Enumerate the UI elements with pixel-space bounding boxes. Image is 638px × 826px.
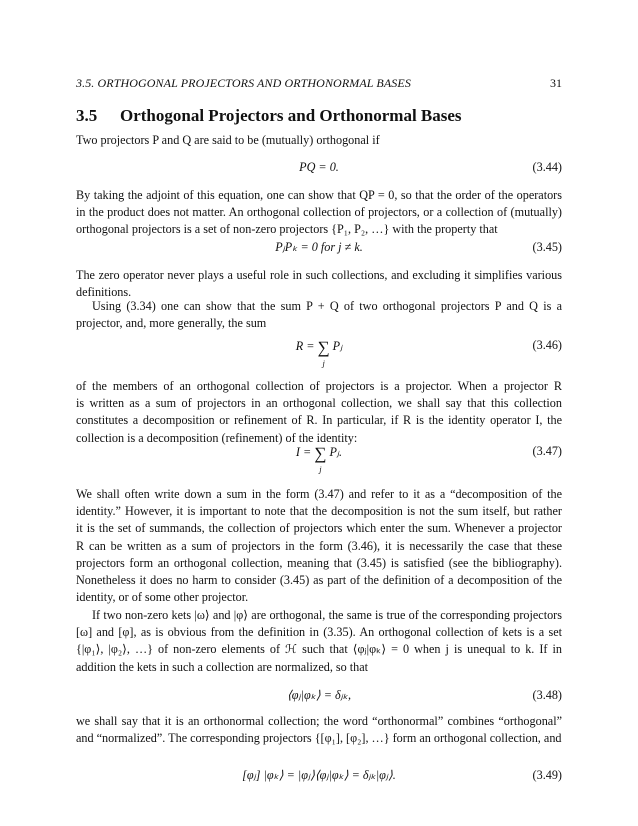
text-line: The zero operator never plays a useful role in such collections, and excluding it simplifies various bbox=[76, 268, 562, 282]
text-line: constitutes a decomposition or refinement of R. In particular, if R is the identity operator I, the bbox=[76, 413, 562, 428]
summation-sign: ∑ j bbox=[317, 338, 330, 368]
equation-3-45 bbox=[76, 240, 562, 260]
text-line: By taking the adjoint of this equation, one can show that QP = 0, so that the order of the operators bbox=[76, 188, 562, 202]
page-number: 31 bbox=[550, 76, 562, 90]
equation-body: [φⱼ] |φₖ⟩ = |φⱼ⟩⟨φⱼ|φₖ⟩ = δⱼₖ|φⱼ⟩. bbox=[242, 768, 396, 782]
text-line: we shall say that it is an orthonormal collection; the word “orthonormal” combines “orthogonal” bbox=[76, 714, 562, 728]
text-line: R can be written as a sum of projectors in the form (3.46), it is necessarily the case that these bbox=[76, 538, 562, 553]
paragraph-8 bbox=[76, 713, 562, 747]
text-line: of the members of an orthogonal collection of projectors is a projector. When a projector R bbox=[76, 379, 562, 393]
equation-body: ⟨φⱼ|φₖ⟩ = δⱼₖ, bbox=[286, 688, 351, 702]
paragraph-1 bbox=[76, 132, 562, 149]
running-header bbox=[76, 76, 562, 92]
equation-rhs: Pⱼ bbox=[332, 339, 343, 353]
text-line: projectors form an orthogonal collection, meaning that (3.45) is satisfied (see the bibliography). bbox=[76, 555, 562, 570]
section-number: 3.5 bbox=[76, 106, 98, 125]
text-line: Nonetheless it does no harm to consider (3.45) as part of the definition of a decomposition of the bbox=[76, 572, 562, 587]
equation-3-47 bbox=[76, 444, 562, 478]
equation-tag: (3.49) bbox=[532, 768, 562, 782]
equation-lhs: R = bbox=[295, 339, 315, 353]
text-line: identity, or of some other projector. bbox=[76, 590, 249, 605]
equation-lhs: I = bbox=[295, 445, 312, 459]
paragraph-7 bbox=[76, 607, 562, 676]
running-title: 3.5. ORTHOGONAL PROJECTORS AND ORTHONORMAL BASES bbox=[76, 76, 411, 90]
text-line: projector, and, more generally, the sum bbox=[76, 316, 267, 331]
text-line: We shall often write down a sum in the form (3.47) and refer to it as a “decomposition of the bbox=[76, 487, 562, 501]
equation-3-48 bbox=[76, 688, 562, 708]
text-line: identity.” However, it is important to note that the decomposition is not the sum itself, but rather bbox=[76, 504, 562, 519]
paragraph-6 bbox=[76, 486, 562, 606]
summation-index: j bbox=[319, 464, 322, 474]
equation-body: PQ = 0. bbox=[299, 160, 339, 174]
text-line: {|φ₁⟩, |φ₂⟩, …} of non-zero elements of ℋ such that ⟨φⱼ|φₖ⟩ = 0 when j is unequal to k. If in bbox=[76, 642, 562, 657]
section-heading bbox=[76, 106, 462, 126]
equation-tag: (3.47) bbox=[532, 444, 562, 458]
equation-3-49 bbox=[76, 768, 562, 788]
paragraph-5 bbox=[76, 378, 562, 447]
text-line: If two non-zero kets |ω⟩ and |φ⟩ are orthogonal, the same is true of the corresponding projectors bbox=[92, 608, 562, 622]
text-line: is written as a sum of projectors in an orthogonal collection, we shall say that this collection bbox=[76, 396, 562, 411]
summation-sign: ∑ j bbox=[314, 444, 327, 474]
text-line: collection is a decomposition (refinement) of the identity: bbox=[76, 430, 358, 445]
equation-tag: (3.46) bbox=[532, 338, 562, 352]
section-title: Orthogonal Projectors and Orthonormal Bases bbox=[120, 106, 462, 125]
text-line: [ω] and [φ], as is obvious from the definition in (3.35). An orthogonal collection of kets is a set bbox=[76, 625, 562, 640]
equation-body: PⱼPₖ = 0 for j ≠ k. bbox=[275, 240, 363, 254]
paragraph-3 bbox=[76, 267, 562, 301]
text-line: addition the kets in such a collection are normalized, so that bbox=[76, 659, 369, 674]
equation-3-44 bbox=[76, 160, 562, 180]
summation-index: j bbox=[322, 358, 325, 368]
paragraph-4 bbox=[76, 298, 562, 332]
equation-tag: (3.44) bbox=[532, 160, 562, 174]
text-line: and “normalized”. The corresponding projectors {[φ₁], [φ₂], …} form an orthogonal collection, and bbox=[76, 731, 562, 746]
equation-tag: (3.48) bbox=[532, 688, 562, 702]
text-line: orthogonal projectors is a set of non-zero projectors {P₁, P₂, …} with the property that bbox=[76, 222, 498, 237]
paragraph-2 bbox=[76, 187, 562, 239]
text-line: it is the set of summands, the collection of projectors which enter the sum. Whenever a projector bbox=[76, 521, 562, 536]
equation-3-46 bbox=[76, 338, 562, 372]
text-line: in the product does not matter. An orthogonal collection of projectors, or a collection of (mutually) bbox=[76, 205, 562, 220]
equation-tag: (3.45) bbox=[532, 240, 562, 254]
text-line: Two projectors P and Q are said to be (mutually) orthogonal if bbox=[76, 133, 380, 147]
text-line: Using (3.34) one can show that the sum P + Q of two orthogonal projectors P and Q is a bbox=[92, 299, 562, 313]
text-line: definitions. bbox=[76, 285, 132, 300]
equation-rhs: Pⱼ. bbox=[329, 445, 343, 459]
